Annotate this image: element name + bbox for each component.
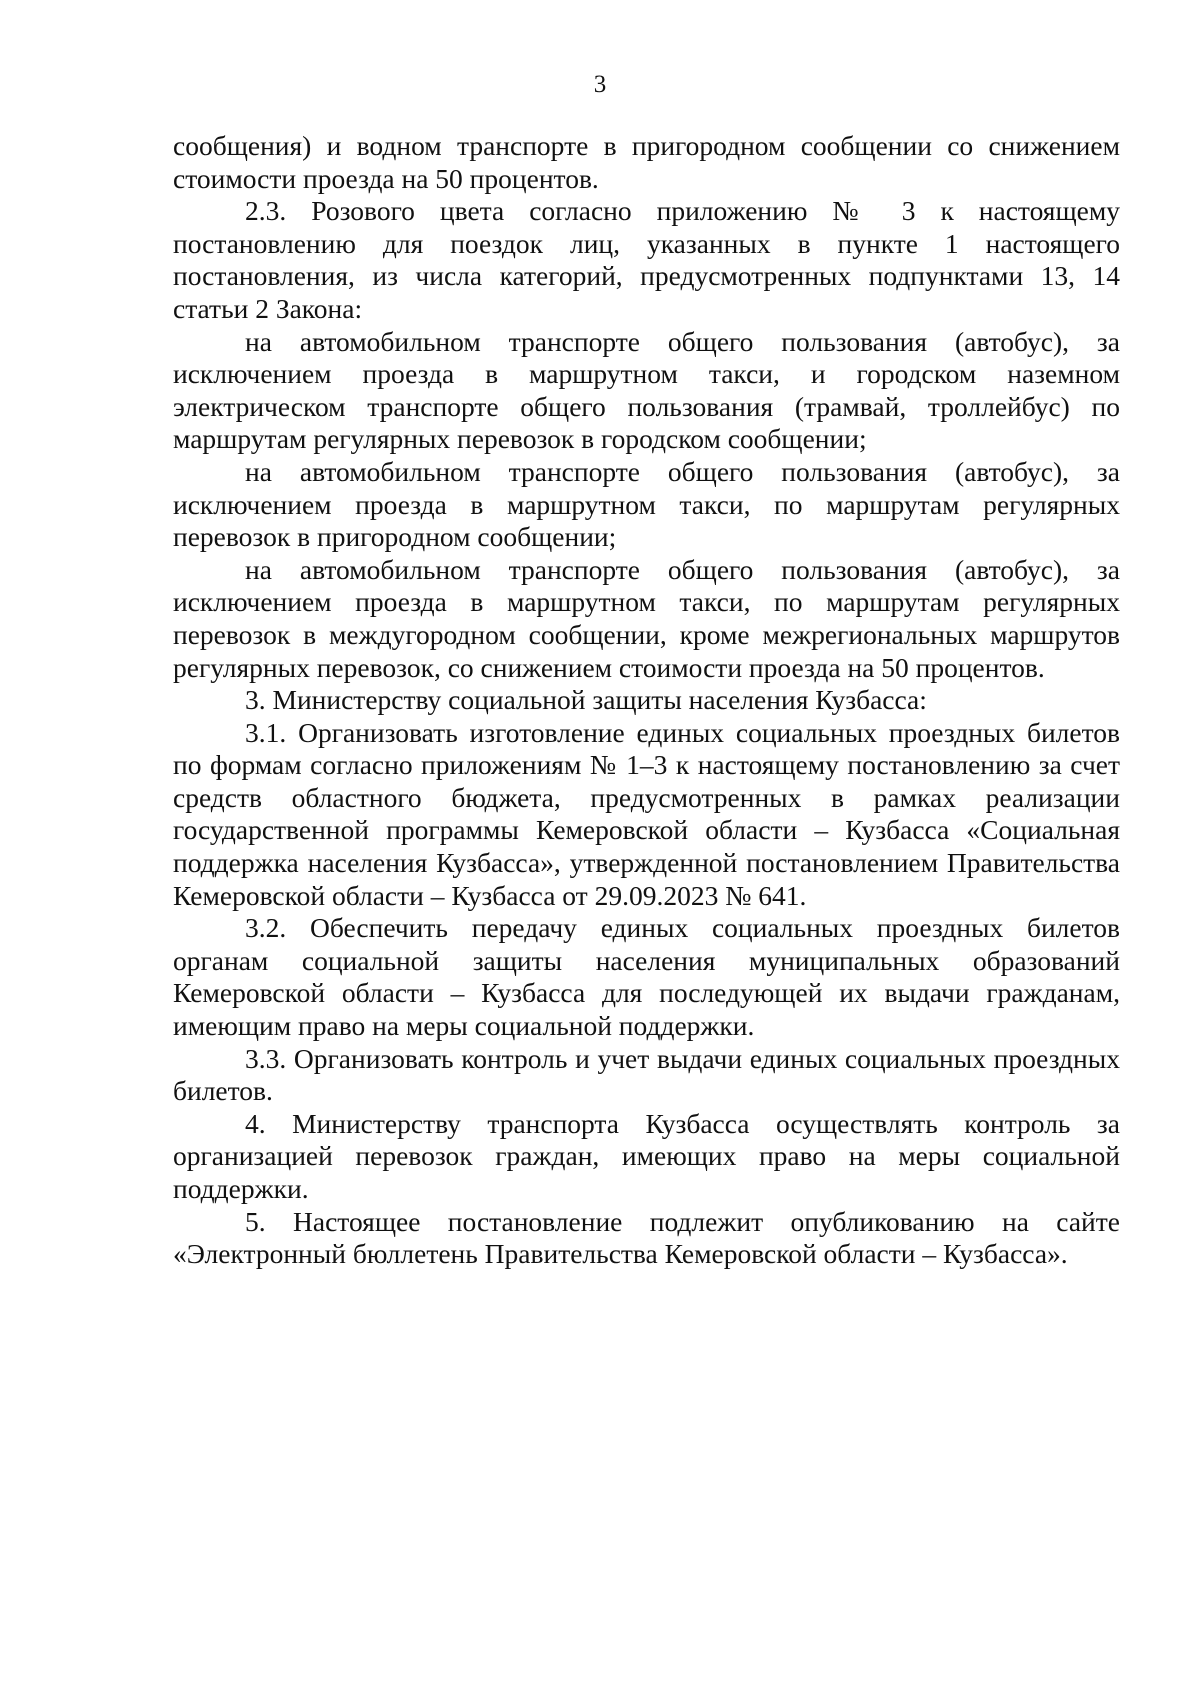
paragraph-3-2: 3.2. Обеспечить передачу единых социальных проездных билетов органам социальной защиты населения муниципальных образований Кемеровской области – Кузбасса для последующей их выдачи гражданам, имеющим право на меры социальной поддержки.: [173, 912, 1120, 1042]
paragraph-transport-intercity: на автомобильном транспорте общего пользования (автобус), за исключением проезда в маршрутном такси, по маршрутам регулярных перевозок в междугородном сообщении, кроме межрегиональных маршрутов регулярных перевозок, со снижением стоимости проезда на 50 процентов.: [173, 553, 1120, 683]
paragraph-3-1: 3.1. Организовать изготовление единых социальных проездных билетов по формам согласно приложениям № 1–3 к настоящему постановлению за счет средств областного бюджета, предусмотренных в рамках реализации государственной программы Кемеровской области – Кузбасса «Социальная поддержка населения Кузбасса», утвержденной постановлением Правительства Кемеровской области – Кузбасса от 29.09.2023 № 641.: [173, 716, 1120, 911]
paragraph-transport-city: на автомобильном транспорте общего пользования (автобус), за исключением проезда в маршрутном такси, и городском наземном электрическом транспорте общего пользования (трамвай, троллейбус) по маршрутам регулярных перевозок в городском сообщении;: [173, 325, 1120, 455]
document-body: [173, 130, 1120, 1271]
paragraph-4: 4. Министерству транспорта Кузбасса осуществлять контроль за организацией перевозок граждан, имеющих право на меры социальной поддержки.: [173, 1107, 1120, 1204]
paragraph-transport-suburban: на автомобильном транспорте общего пользования (автобус), за исключением проезда в маршрутном такси, по маршрутам регулярных перевозок в пригородном сообщении;: [173, 455, 1120, 553]
page-number: 3: [593, 71, 607, 98]
paragraph-5: 5. Настоящее постановление подлежит опубликованию на сайте «Электронный бюллетень Правительства Кемеровской области – Кузбасса».: [173, 1205, 1120, 1270]
paragraph-3: 3. Министерству социальной защиты населения Кузбасса:: [245, 684, 927, 716]
paragraph-3-3: 3.3. Организовать контроль и учет выдачи единых социальных проездных билетов.: [173, 1042, 1120, 1107]
paragraph-2-3: 2.3. Розового цвета согласно приложению № 3 к настоящему постановлению для поездок лиц, указанных в пункте 1 настоящего постановления, из числа категорий, предусмотренных подпунктами 13, 14 статьи 2 Закона:: [173, 195, 1120, 324]
paragraph-continuation: сообщения) и водном транспорте в пригородном сообщении со снижением стоимости проезда на 50 процентов.: [173, 130, 1120, 194]
